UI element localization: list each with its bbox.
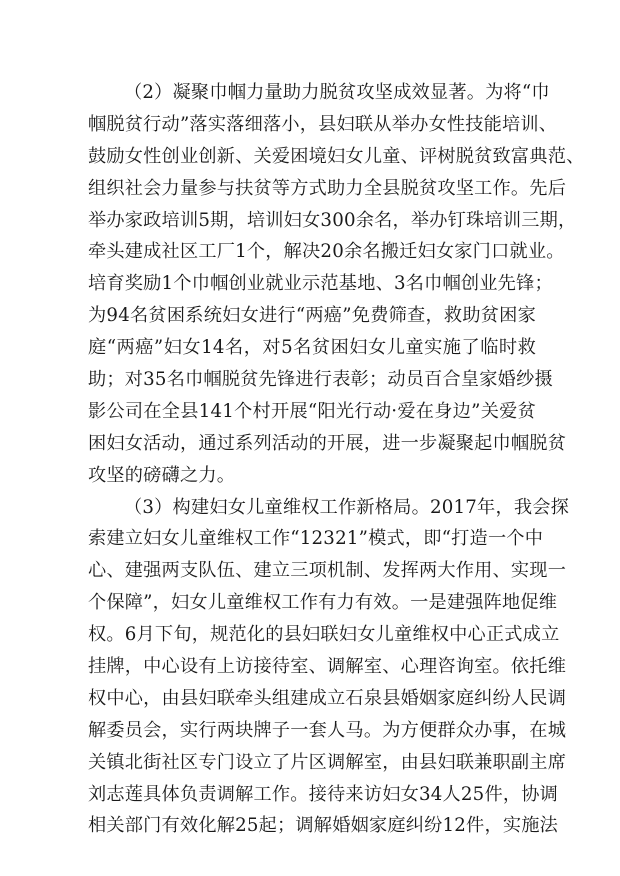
text-line: 刘志莲具体负责调解工作。接待来访妇女34人25件，协调 bbox=[88, 783, 558, 805]
text-line: 挂牌，中心设有上访接待室、调解室、心理咨询室。依托维 bbox=[88, 656, 567, 678]
text-line: （2）凝聚巾帼力量助力脱贫攻坚成效显著。为将“巾 bbox=[124, 82, 550, 103]
text-line: 权。6月下旬，规范化的县妇联妇女儿童维权中心正式成立 bbox=[88, 624, 560, 646]
paragraph-poverty-alleviation bbox=[88, 77, 585, 492]
text-line: 攻坚的磅礴之力。 bbox=[88, 464, 236, 486]
text-line: （3）构建妇女儿童维权工作新格局。2017年，我会探 bbox=[124, 496, 569, 518]
text-line: 帼脱贫行动”落实落细落小，县妇联从举办女性技能培训、 bbox=[88, 113, 558, 135]
text-line: 相关部门有效化解25起；调解婚姻家庭纠纷12件，实施法 bbox=[88, 815, 558, 837]
text-line: 牵头建成社区工厂1个，解决20余名搬迁妇女家门口就业。 bbox=[88, 241, 565, 263]
paragraph-rights-protection bbox=[88, 492, 569, 843]
text-line: 权中心，由县妇联牵头组建成立石泉县婚姻家庭纠纷人民调 bbox=[88, 687, 567, 709]
text-line: 困妇女活动，通过系列活动的开展，进一步凝聚起巾帼脱贫 bbox=[88, 432, 567, 454]
text-line: 举办家政培训5期，培训妇女300余名，举办钉珠培训三期， bbox=[88, 209, 577, 231]
text-line: 影公司在全县141个村开展“阳光行动·爱在身边”关爱贫 bbox=[88, 400, 536, 422]
text-line: 助；对35名巾帼脱贫先锋进行表彰；动员百合皇家婚纱摄 bbox=[88, 369, 553, 391]
text-line: 为94名贫困系统妇女进行“两癌”免费筛查，救助贫困家 bbox=[88, 305, 536, 327]
text-line: 培育奖励1个巾帼创业就业示范基地、3名巾帼创业先锋； bbox=[88, 273, 553, 295]
text-line: 关镇北街社区专门设立了片区调解室，由县妇联兼职副主席 bbox=[88, 751, 567, 773]
text-line: 组织社会力量参与扶贫等方式助力全县脱贫攻坚工作。先后 bbox=[88, 177, 567, 199]
text-line: 索建立妇女儿童维权工作“12321”模式，即“打造一个中 bbox=[88, 528, 544, 550]
text-line: 个保障”，妇女儿童维权工作有力有效。一是建强阵地促维 bbox=[88, 592, 558, 614]
text-line: 庭“两癌”妇女14名，对5名贫困妇女儿童实施了临时救 bbox=[88, 337, 536, 359]
text-line: 心、建强两支队伍、建立三项机制、发挥两大作用、实现一 bbox=[88, 560, 567, 582]
text-line: 解委员会，实行两块牌子一套人马。为方便群众办事，在城 bbox=[88, 719, 567, 741]
document-page bbox=[88, 77, 585, 842]
text-line: 鼓励女性创业创新、关爱困境妇女儿童、评树脱贫致富典范、 bbox=[88, 145, 585, 167]
